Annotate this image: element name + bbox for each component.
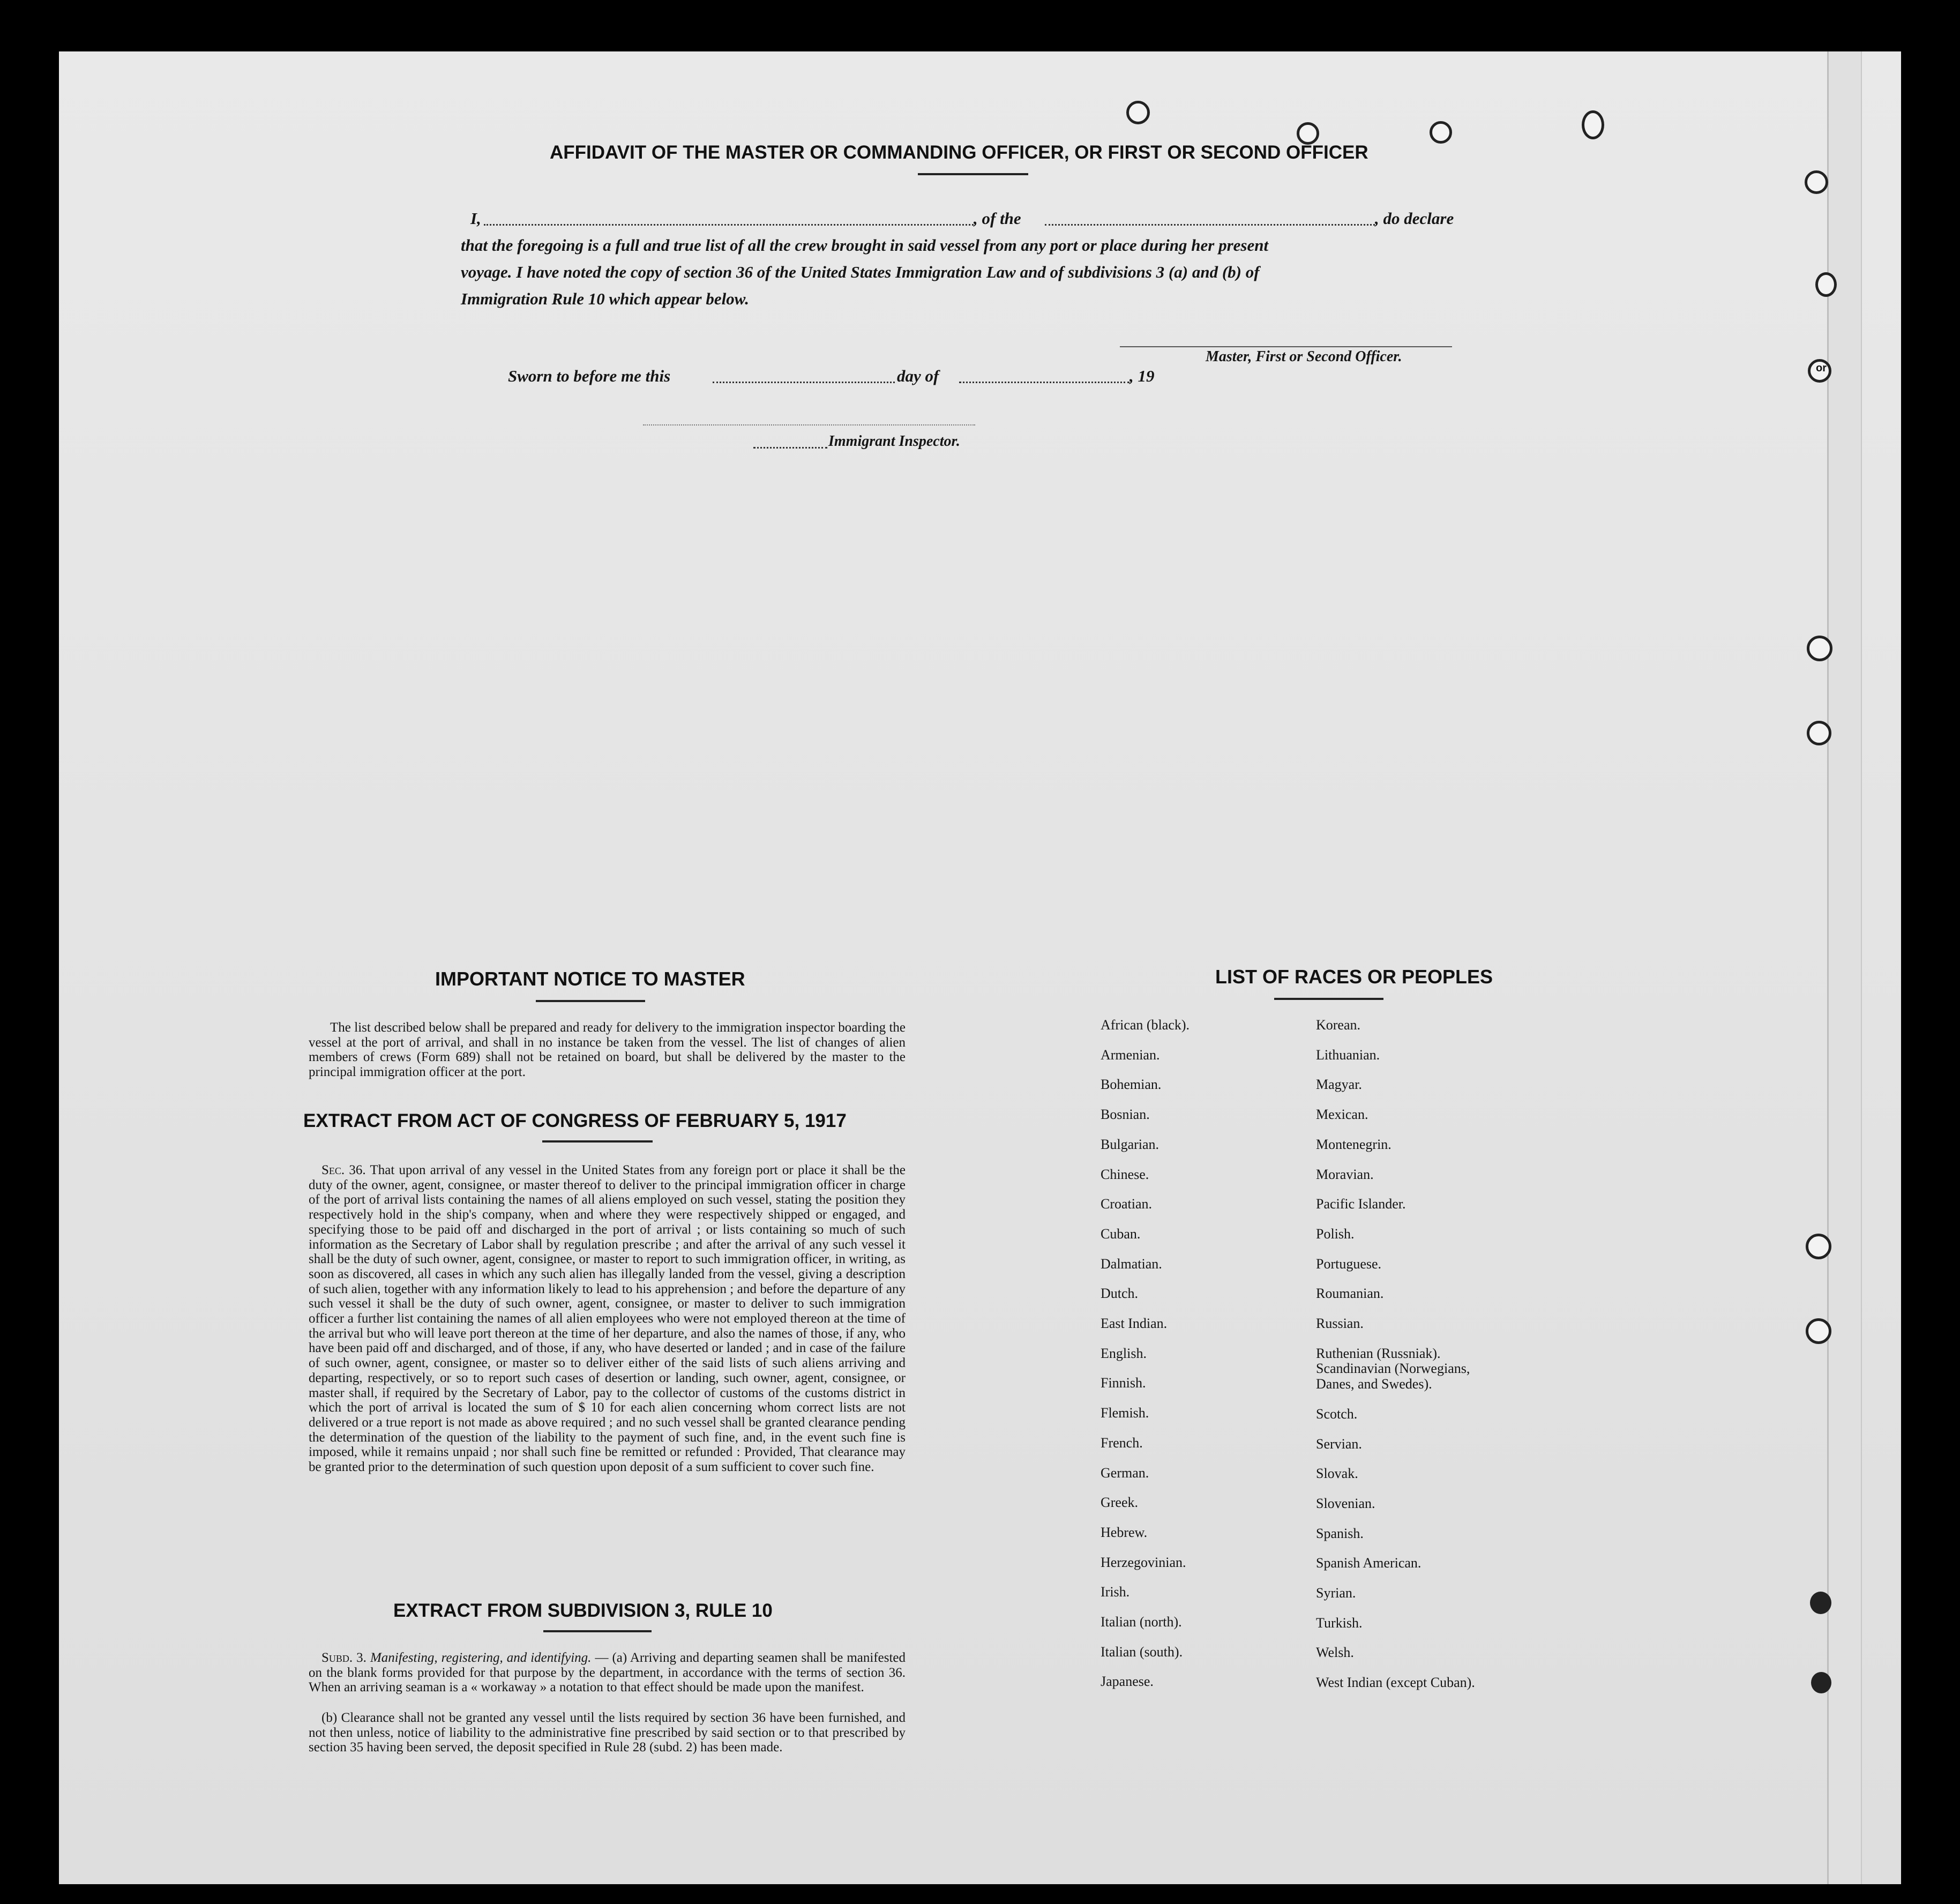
subdivision-a-text: — (a) Arriving and departing seamen shall be manifested on the blank forms provided for that purpose by the department, in accordance with the terms of section 36. When an arriving seaman is a « workaway » a notation to that effect should be made upon the manifest. — [309, 1651, 906, 1695]
race-item: Italian (south). — [1101, 1644, 1183, 1660]
race-item: French. — [1101, 1435, 1143, 1451]
notice-text: The list described below shall be prepared and ready for delivery to the immigration inspector boarding the vessel at the port of arrival, and shall in no instance be taken from the vessel. The list of changes of alien members of crews (Form 689) shall not be retained on board, but shall be delivered by the master to the principal immigration officer at the port. — [309, 1020, 906, 1080]
race-item: Cuban. — [1101, 1226, 1141, 1242]
race-item: Bulgarian. — [1101, 1136, 1159, 1152]
race-item: Italian (north). — [1101, 1614, 1182, 1630]
affidavit-line-3: voyage. I have noted the copy of section 36 of the United States Immigration Law and of subdivisions 3 (a) and (b) of — [461, 263, 1260, 281]
bleed-through-text — [230, 450, 675, 471]
race-item: Dutch. — [1101, 1286, 1139, 1302]
declarant-label: I, — [470, 209, 481, 228]
race-item: Greek. — [1101, 1495, 1139, 1511]
race-item: Slovenian. — [1316, 1495, 1375, 1511]
inspector-signature-line — [753, 447, 827, 449]
race-item: Korean. — [1316, 1017, 1361, 1033]
rule-extract-title: EXTRACT FROM SUBDIVISION 3, RULE 10 — [393, 1600, 773, 1621]
punch-hole — [1810, 1592, 1831, 1614]
page-edge-strip — [1827, 51, 1862, 1884]
race-item: Montenegrin. — [1316, 1136, 1392, 1152]
act-extract-title: EXTRACT FROM ACT OF CONGRESS OF FEBRUARY 5, 1917 — [303, 1110, 847, 1131]
race-item: West Indian (except Cuban). — [1316, 1675, 1475, 1691]
race-item: Armenian. — [1101, 1047, 1160, 1063]
section-label: Sec. 36. — [321, 1163, 366, 1177]
race-item: Flemish. — [1101, 1405, 1149, 1421]
race-item: Russian. — [1316, 1316, 1364, 1331]
punch-hole — [1297, 122, 1319, 145]
race-item: Syrian. — [1316, 1585, 1356, 1601]
race-item: Danes, and Swedes). — [1316, 1376, 1432, 1392]
race-item: Chinese. — [1101, 1166, 1149, 1182]
punch-hole — [1805, 170, 1828, 194]
race-item: Herzegovinian. — [1101, 1554, 1186, 1570]
race-item: Welsh. — [1316, 1645, 1354, 1661]
race-item: Scandinavian (Norwegians, — [1316, 1361, 1470, 1377]
affidavit-line-4: Immigration Rule 10 which appear below. — [461, 289, 749, 308]
race-item: Servian. — [1316, 1436, 1362, 1452]
do-declare-label: , do declare — [1375, 209, 1454, 228]
affidavit-title: AFFIDAVIT OF THE MASTER OR COMMANDING OFFICER, OR FIRST OR SECOND OFFICER — [550, 142, 1368, 163]
race-item: English. — [1101, 1345, 1147, 1361]
race-item: Lithuanian. — [1316, 1047, 1380, 1063]
punch-hole — [1807, 721, 1831, 745]
punch-hole — [1811, 1672, 1831, 1693]
race-item: Pacific Islander. — [1316, 1196, 1406, 1212]
notice-title: IMPORTANT NOTICE TO MASTER — [435, 968, 745, 990]
race-item: Dalmatian. — [1101, 1256, 1162, 1272]
rule-extract-text-b: (b) Clearance shall not be granted any vessel until the lists required by section 36 have been furnished, and not then unless, notice of liability to the administrative fine prescribed by said section or to that prescribed by section 35 having been served, the deposit specified in Rule 28 (subd. 2) has been made. — [309, 1711, 906, 1755]
race-item: Spanish American. — [1316, 1555, 1422, 1571]
of-the-label: , of the — [974, 209, 1021, 228]
master-signature-field[interactable] — [1120, 346, 1452, 347]
punch-hole — [1806, 1234, 1831, 1259]
punch-hole — [1806, 1318, 1831, 1344]
race-item: Turkish. — [1316, 1615, 1363, 1631]
race-item: Portuguese. — [1316, 1256, 1382, 1272]
inspector-label: Immigrant Inspector. — [828, 433, 960, 450]
race-item: Ruthenian (Russniak). — [1316, 1345, 1441, 1361]
or-mark: or — [1816, 362, 1827, 374]
rule-extract-title-rule — [543, 1630, 652, 1632]
race-item: Scotch. — [1316, 1406, 1358, 1422]
sworn-label: Sworn to before me this — [508, 367, 671, 385]
punch-hole — [1126, 101, 1150, 124]
race-item: German. — [1101, 1465, 1149, 1481]
section-36-text: That upon arrival of any vessel in the United States from any foreign port or place it shall be the duty of the owner, agent, consignee, or master thereof to deliver to the principal immigration officer in charge of the port of arrival lists containing the names of all aliens employed on such vessel, stating the position they respectively hold in the ship's company, when and where they were respectively shipped or engaged, and specifying those to be paid off and discharged in the port of arrival ; or lists containing so much of such information as the Secretary of Labor shall by regulation prescribe ; and after the arrival of any such vessel it shall be the duty of such owner, agent, consignee, or master to report to such immigration officer, in writing, as soon as discovered, all cases in which any such alien has illegally landed from the vessel, giving a description of such alien, together with any information likely to lead to his apprehension ; and before the departure of any such vessel it shall be the duty of such owner, agent, consignee, or master to deliver to such immigration officer a further list containing the names of all alien employees who were not employed thereon at the time of the arrival but who will leave port thereon at the time of her departure, and also the names of those, if any, who have been paid off and discharged, and of those, if any, who have deserted or landed ; and in case of the failure of such owner, agent, consignee, or master so to deliver either of the said lists of such aliens arriving and departing, respectively, or so to report such cases of desertion or landing, such owner, agent, consignee, or master shall, if required by the Secretary of Labor, pay to the collector of customs of the customs district in which the port of arrival is located the sum of $ 10 for each alien concerning whom correct lists are not delivered or a true report is not made as above required ; and no such vessel shall be granted clearance pending the determination of the question of the liability to the payment of such fine, and, in the event such fine is imposed, while it remains unpaid ; nor shall such fine be remitted or refunded : Provided, That clearance may be granted prior to the determination of such question upon deposit of a sum sufficient to cover such fine. — [309, 1163, 906, 1475]
punch-hole — [1582, 110, 1604, 139]
affidavit-line-2: that the foregoing is a full and true list of all the crew brought in said vessel from any port or place during her present — [461, 236, 1269, 255]
document-page — [59, 51, 1901, 1884]
subdivision-label: Subd. 3. — [321, 1651, 366, 1665]
race-item: Irish. — [1101, 1584, 1130, 1600]
act-extract-title-rule — [542, 1140, 653, 1143]
vessel-name-field[interactable] — [1045, 224, 1375, 226]
race-item: Roumanian. — [1316, 1286, 1384, 1302]
race-item: Spanish. — [1316, 1525, 1364, 1541]
sworn-day-field[interactable] — [713, 382, 895, 383]
race-item: African (black). — [1101, 1017, 1190, 1033]
race-item: Finnish. — [1101, 1375, 1146, 1391]
sworn-month-field[interactable] — [959, 382, 1129, 383]
inspector-signature-field[interactable] — [643, 424, 975, 425]
subdivision-heading: Manifesting, registering, and identifying. — [370, 1651, 592, 1665]
act-extract-text — [309, 1163, 906, 1475]
punch-hole — [1815, 272, 1837, 297]
races-title: LIST OF RACES OR PEOPLES — [1215, 966, 1493, 988]
race-item: East Indian. — [1101, 1316, 1168, 1331]
affidavit-title-rule — [918, 173, 1028, 175]
day-of-label: day of — [897, 367, 939, 385]
rule-extract-text-a — [309, 1651, 906, 1695]
declarant-name-field[interactable] — [484, 224, 974, 226]
races-title-rule — [1274, 998, 1383, 1000]
master-signature-label: Master, First or Second Officer. — [1206, 348, 1402, 365]
race-item: Croatian. — [1101, 1196, 1153, 1212]
punch-hole — [1430, 121, 1452, 144]
year-label: , 19 — [1129, 367, 1155, 385]
race-item: Bosnian. — [1101, 1107, 1150, 1123]
race-item: Hebrew. — [1101, 1524, 1148, 1540]
race-item: Polish. — [1316, 1226, 1355, 1242]
race-item: Bohemian. — [1101, 1077, 1162, 1093]
notice-title-rule — [536, 1000, 645, 1002]
race-item: Magyar. — [1316, 1077, 1362, 1093]
punch-hole — [1807, 636, 1832, 661]
race-item: Mexican. — [1316, 1107, 1368, 1123]
race-item: Slovak. — [1316, 1466, 1358, 1482]
race-item: Japanese. — [1101, 1674, 1154, 1690]
race-item: Moravian. — [1316, 1166, 1374, 1182]
